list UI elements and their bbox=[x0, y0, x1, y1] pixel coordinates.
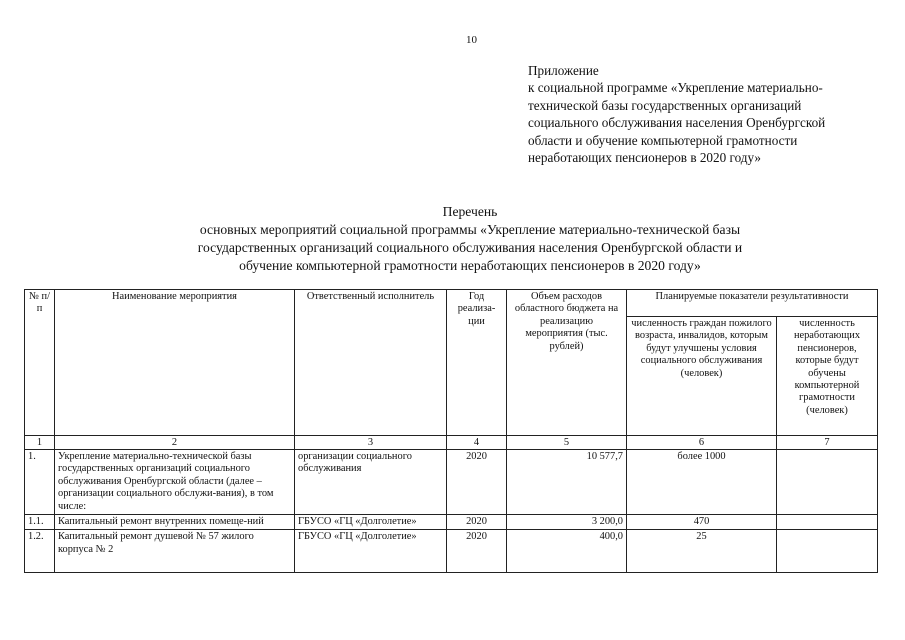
header-indicator-pensioners: численность неработающих пенсионеров, которые будут обучены компьютерной грамотности (человек) bbox=[777, 317, 878, 436]
row-year: 2020 bbox=[447, 450, 507, 515]
row-num: 1.2. bbox=[25, 530, 55, 573]
row-num: 1. bbox=[25, 450, 55, 515]
header-name: Наименование мероприятия bbox=[55, 290, 295, 436]
document-heading bbox=[100, 203, 840, 275]
row-indicator-pensioners bbox=[777, 530, 878, 573]
table-row bbox=[25, 530, 878, 573]
row-name: Капитальный ремонт внутренних помеще-ний bbox=[55, 515, 295, 530]
activities-table bbox=[24, 289, 878, 573]
heading-line: государственных организаций социального обслуживания населения Оренбургской области и bbox=[197, 240, 743, 255]
header-indicator-elderly: численность граждан пожилого возраста, инвалидов, которым будут улучшены условия социального обслуживания (человек) bbox=[627, 317, 777, 436]
row-executor: ГБУСО «ГЦ «Долголетие» bbox=[295, 530, 447, 573]
header-num: № п/п bbox=[25, 290, 55, 436]
appendix-line: Приложение bbox=[528, 63, 599, 78]
header-budget: Объем расходов областного бюджета на реализацию мероприятия (тыс. рублей) bbox=[507, 290, 627, 436]
column-number: 4 bbox=[447, 436, 507, 450]
appendix-block bbox=[528, 62, 888, 166]
row-executor: ГБУСО «ГЦ «Долголетие» bbox=[295, 515, 447, 530]
table-row bbox=[25, 450, 878, 515]
column-number: 1 bbox=[25, 436, 55, 450]
column-number-row bbox=[25, 436, 878, 450]
heading-title: Перечень bbox=[442, 204, 498, 219]
appendix-line: к социальной программе «Укрепление материально- bbox=[528, 80, 823, 96]
row-budget: 400,0 bbox=[507, 530, 627, 573]
row-indicator-elderly: 470 bbox=[627, 515, 777, 530]
row-indicator-elderly: 25 bbox=[627, 530, 777, 573]
column-number: 6 bbox=[627, 436, 777, 450]
column-number: 5 bbox=[507, 436, 627, 450]
row-indicator-pensioners bbox=[777, 515, 878, 530]
appendix-line: социального обслуживания населения Оренбургской bbox=[528, 115, 826, 131]
heading-line: основных мероприятий социальной программы «Укрепление материально-технической базы bbox=[199, 222, 741, 237]
row-name: Капитальный ремонт душевой № 57 жилого корпуса № 2 bbox=[55, 530, 295, 573]
page-number: 10 bbox=[466, 34, 477, 46]
column-number: 7 bbox=[777, 436, 878, 450]
row-executor: организации социального обслуживания bbox=[295, 450, 447, 515]
row-indicator-pensioners bbox=[777, 450, 878, 515]
appendix-line: неработающих пенсионеров в 2020 году» bbox=[528, 150, 762, 166]
row-budget: 10 577,7 bbox=[507, 450, 627, 515]
header-executor: Ответственный исполнитель bbox=[295, 290, 447, 436]
column-number: 2 bbox=[55, 436, 295, 450]
row-num: 1.1. bbox=[25, 515, 55, 530]
heading-line: обучение компьютерной грамотности неработающих пенсионеров в 2020 году» bbox=[239, 258, 701, 273]
row-year: 2020 bbox=[447, 515, 507, 530]
column-number: 3 bbox=[295, 436, 447, 450]
row-indicator-elderly: более 1000 bbox=[627, 450, 777, 515]
header-indicators: Планируемые показатели результативности bbox=[627, 290, 878, 317]
row-budget: 3 200,0 bbox=[507, 515, 627, 530]
table-row bbox=[25, 515, 878, 530]
row-year: 2020 bbox=[447, 530, 507, 573]
header-year: Год реализа-ции bbox=[447, 290, 507, 436]
appendix-line: области и обучение компьютерной грамотности bbox=[528, 132, 798, 148]
row-name: Укрепление материально-технической базы государственных организаций социального обслуживания Оренбургской области (далее – организации социального обслужи-вания), в том числе: bbox=[55, 450, 295, 515]
appendix-line: технической базы государственных организаций bbox=[528, 97, 802, 113]
